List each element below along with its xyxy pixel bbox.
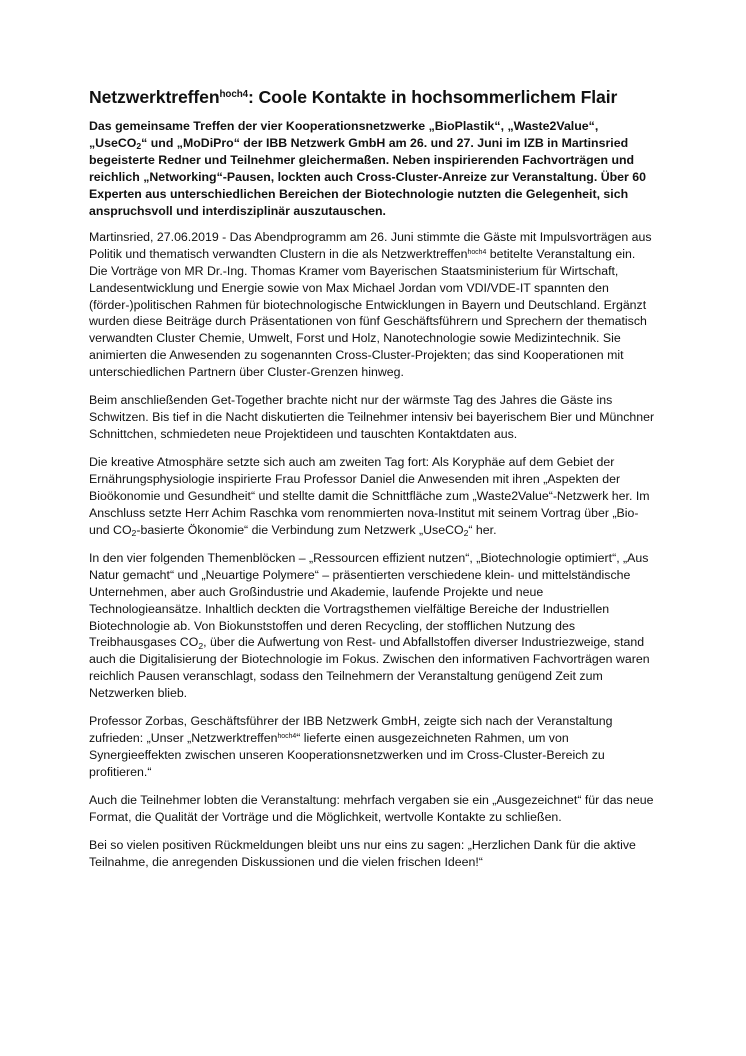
paragraph-feedback: Auch die Teilnehmer lobten die Veranstaltung: mehrfach vergaben sie ein „Ausgezeichnet“ für das neue Format, die Qualität der Vorträge und die Möglichkeit, wertvolle Kontakte zu schließen. (89, 793, 654, 824)
lead-paragraph: Das gemeinsame Treffen der vier Kooperationsnetzwerke „BioPlastik“, „Waste2Value“, „UseCO$_2$“ und „MoDiPro“ der IBB Netzwerk GmbH am 26. und 27. Juni im IZB in Martinsried begeisterte Redner und Teilnehmer gleichermaßen. Neben inspirierenden Fachvorträgen und reichlich „Networking“-Pausen, lockten auch Cross-Cluster-Anreize zur Veranstaltung. Über 60 Experten aus unterschiedlichen Bereichen der Biotechnologie nutzten die Gelegenheit, sich anspruchsvoll und interdisziplinär auszutauschen. (89, 119, 646, 218)
headline-subtitle: : Coole Kontakte in hochsommerlichem Flair (248, 87, 618, 107)
paragraph-get-together: Beim anschließenden Get-Together brachte nicht nur der wärmste Tag des Jahres die Gäste ins Schwitzen. Bis tief in die Nacht diskutierten die Teilnehmer intensiv bei bayerischem Bier und Münchner Schnittchen, schmiedeten neue Projektideen und tauschten Kontaktdaten aus. (89, 393, 655, 442)
paragraph-second-day: Die kreative Atmosphäre setzte sich auch am zweiten Tag fort: Als Koryphäe auf dem Gebiet der Ernährungsphysiologie inspirierte Frau Professor Daniel die Anwesenden mit ihren „Aspekten der Bioökonomie und Gesundheit“ und stellte damit die Schnittfläche zum „Waste2Value“-Netzwerk her. Im Anschluss setzte Herr Achim Raschka vom renommierten nova-Institut mit seinem Vortrag über „Bio- und $CO_2$-basierte Ökonomie“ die Verbindung zum Netzwerk „UseCO$_2$“ her. (89, 455, 650, 539)
paragraph-thanks: Bei so vielen positiven Rückmeldungen bleibt uns nur eins zu sagen: „Herzlichen Dank für die aktive Teilnahme, die anregenden Diskussionen und die vielen frischen Ideen!“ (89, 838, 636, 869)
paragraph-quote: Professor Zorbas, Geschäftsführer der IBB Netzwerk GmbH, zeigte sich nach der Veranstaltung zufrieden: „Unser „Netzwerktreffen$^{hoch4}$“ lieferte einen ausgezeichneten Rahmen, um von Synergieeffekten zwischen unseren Kooperationsnetzwerken und im Cross-Cluster-Bereich zu profitieren.“ (89, 714, 613, 779)
press-release (89, 86, 655, 882)
paragraph-themes: In den vier folgenden Themenblöcken – „Ressourcen effizient nutzen“, „Biotechnologie optimiert“, „Aus Natur gemacht“ und „Neuartige Polymere“ – präsentierten verschiedene klein- und mittelständische Unternehmen, aber auch Großindustrie und Akademie, laufende Projekte und neue Technologieansätze. Inhaltlich deckten die Vortragsthemen vielfältige Bereiche der Industriellen Biotechnologie ab. Von Biokunststoffen und deren Recycling, der stofflichen Nutzung des Treibhausgases $CO_2$, über die Aufwertung von Rest- und Abfallstoffen diverser Industriezweige, stand auch die Digitalisierung der Biotechnologie im Fokus. Zwischen den informativen Fachvorträgen waren reichlich Pausen veranschlagt, sodass den Teilnehmern der Veranstaltung genügend Zeit zum Netzwerken blieb. (89, 550, 650, 701)
headline-superscript: hoch4 (219, 88, 248, 100)
headline (89, 86, 655, 108)
headline-text: Netzwerktreffen (89, 87, 220, 107)
paragraph-intro: Martinsried, 27.06.2019 - Das Abendprogramm am 26. Juni stimmte die Gäste mit Impulsvorträgen aus Politik und thematisch verwandten Clustern in die als Netzwerktreffen$^{hoch4}$ betitelte Veranstaltung ein. Die Vorträge von MR Dr.-Ing. Thomas Kramer vom Bayerischen Staatsministerium für Wirtschaft, Landesentwicklung und Energie sowie von Max Michael Jordan vom VDI/VDE-IT spannten den (förder-)politischen Rahmen für biotechnologische Entwicklungen in Bayern und Deutschland. Ergänzt wurden diese Beiträge durch Präsentationen von fünf Geschäftsführern und Sprechern der thematisch verwandten Cluster Chemie, Umwelt, Forst und Holz, Nanotechnologie sowie Medizintechnik. Sie animierten die Anwesenden zu sogenannten Cross-Cluster-Projekten; das sind Kooperationen mit unterschiedlichen Partnern über Cluster-Grenzen hinweg. (89, 229, 652, 380)
